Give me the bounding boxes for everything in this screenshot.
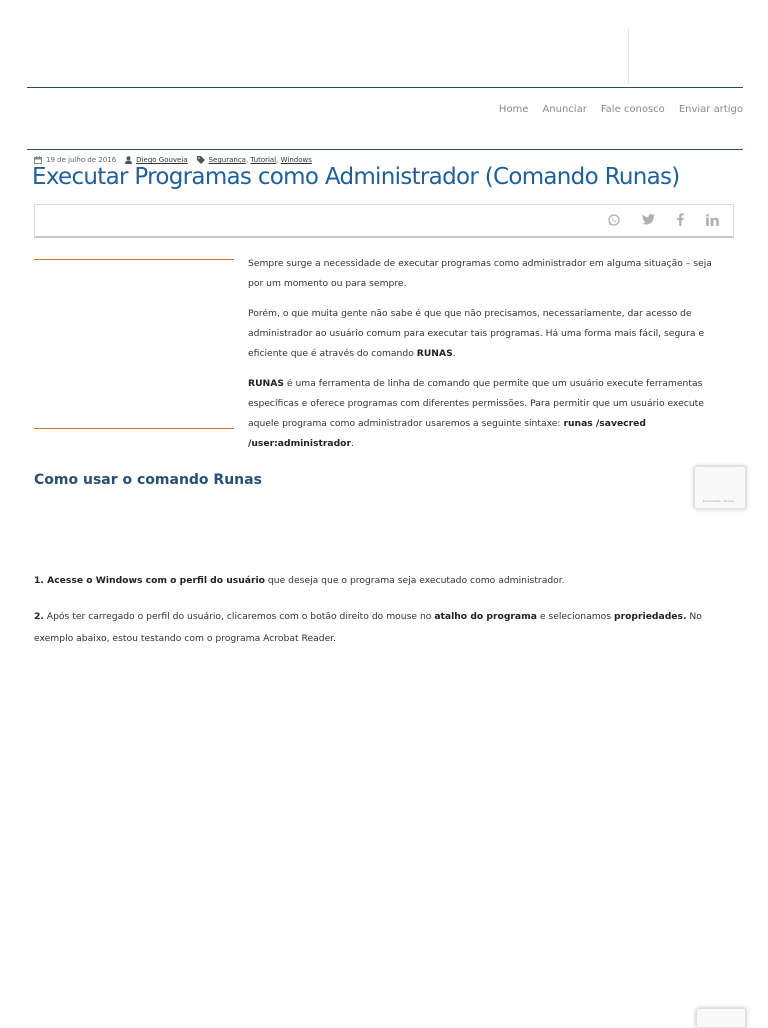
nav-home-link[interactable]: Home <box>498 104 529 115</box>
article-intro <box>248 254 730 464</box>
tag-link-tutorial[interactable]: Tutorial <box>250 156 277 164</box>
nav-fale-conosco-link[interactable]: Fale conosco <box>600 104 665 115</box>
recaptcha-privacy-text: Privacidade - Termos <box>703 499 735 503</box>
nav-rule <box>27 149 743 150</box>
share-bar <box>34 204 734 238</box>
author-link[interactable]: Diego Gouveia <box>136 156 188 164</box>
post-tags: Segurança, Tutorial, Windows <box>197 156 312 164</box>
header-divider <box>628 28 629 84</box>
tag-icon <box>197 156 205 164</box>
ad-placeholder <box>34 259 234 429</box>
steps-list <box>34 570 734 664</box>
page-title: Executar Programas como Administrador (Comando Runas) <box>32 164 680 190</box>
post-date <box>34 156 116 164</box>
recaptcha-badge-bottom[interactable] <box>696 1008 746 1028</box>
post-meta <box>34 156 312 164</box>
main-nav <box>499 104 743 115</box>
post-date-text: 19 de julho de 2016 <box>46 156 117 164</box>
step-2: 2. Após ter carregado o perfil do usuário, clicaremos com o botão direito do mouse no atalho do programa e selecionamos propriedades. No exemplo abaixo, estou testando com o programa Acrobat Reader. <box>34 611 702 644</box>
whatsapp-icon[interactable] <box>608 214 620 226</box>
recaptcha-badge[interactable] <box>694 466 746 509</box>
nav-enviar-artigo-link[interactable]: Enviar artigo <box>678 104 743 115</box>
step-1: 1. Acesse o Windows com o perfil do usuário que deseja que o programa seja executado como administrador. <box>34 575 565 586</box>
calendar-icon <box>34 156 42 164</box>
intro-paragraph-1: Sempre surge a necessidade de executar programas como administrador em alguma situação – seja por um momento ou para sempre. <box>248 258 712 289</box>
tag-link-seguranca[interactable]: Segurança <box>208 156 246 164</box>
tag-link-windows[interactable]: Windows <box>280 156 312 164</box>
header-rule <box>27 87 743 88</box>
section-heading: Como usar o comando Runas <box>34 472 262 488</box>
runas-command: runas /savecred /user:administrador <box>248 418 646 449</box>
post-author <box>125 156 187 164</box>
intro-paragraph-3: RUNAS é uma ferramenta de linha de comando que permite que um usuário execute ferramentas específicas e oferece programas com diferentes permissões. Para permitir que um usuário execute aquele programa como administrador usaremos a seguinte sintaxe: runas /savecred /user:administrador. <box>248 378 704 449</box>
twitter-icon[interactable] <box>642 214 655 225</box>
intro-paragraph-2: Porém, o que muita gente não sabe é que que não precisamos, necessariamente, dar acesso de administrador ao usuário comum para executar tais programas. Há uma forma mais fácil, segura e eficiente que é através do comando RUNAS. <box>248 308 705 359</box>
nav-anunciar-link[interactable]: Anunciar <box>542 104 587 115</box>
facebook-icon[interactable] <box>677 213 684 226</box>
linkedin-icon[interactable] <box>706 214 719 226</box>
user-icon <box>125 156 132 164</box>
